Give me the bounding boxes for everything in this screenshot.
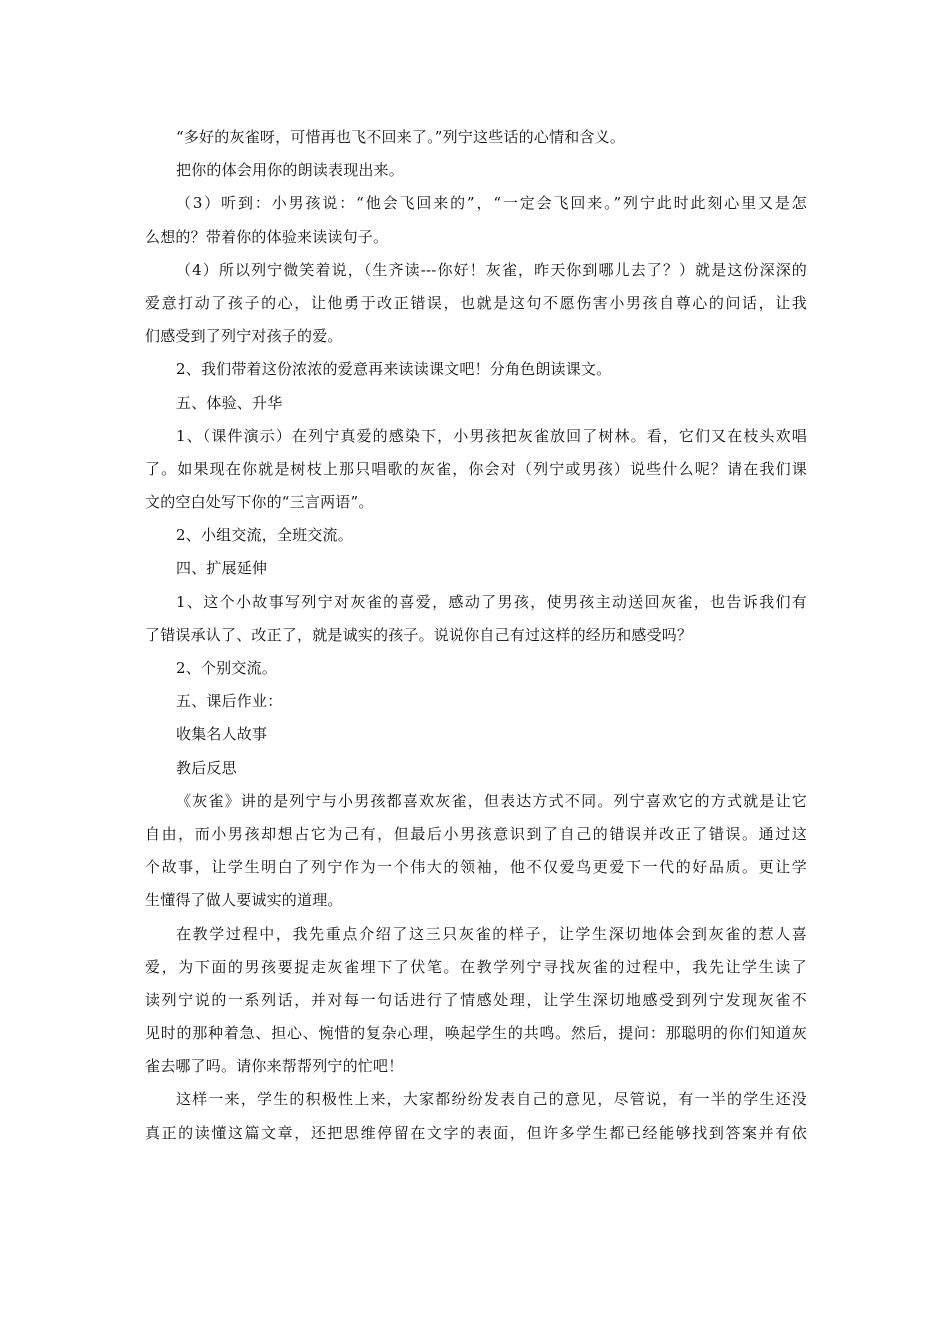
text-line: 么想的？带着你的体验来读读句子。 bbox=[145, 227, 389, 246]
text-line: 读列宁说的一系列话，并对每一句话进行了情感处理，让学生深切地感受到列宁发现灰雀不 bbox=[145, 990, 807, 1009]
document-page bbox=[145, 121, 807, 1150]
text-line: 1、这个小故事写列宁对灰雀的喜爱，感动了男孩，使男孩主动送回灰雀，也告诉我们有 bbox=[176, 592, 807, 611]
text-line: 这样一来，学生的积极性上来，大家都纷纷发表自己的意见，尽管说，有一半的学生还没 bbox=[176, 1090, 807, 1109]
text-line: （4）所以列宁微笑着说，（生齐读---你好！灰雀，昨天你到哪儿去了？）就是这份深深的 bbox=[176, 260, 807, 279]
text-line: 生懂得了做人要诚实的道理。 bbox=[145, 891, 343, 910]
text-line: 收集名人故事 bbox=[176, 725, 268, 744]
text-line: 把你的体会用你的朗读表现出来。 bbox=[176, 161, 405, 180]
text-line: 四、扩展延伸 bbox=[176, 559, 268, 578]
text-line: 五、体验、升华 bbox=[176, 393, 283, 412]
text-line: 了错误承认了、改正了，就是诚实的孩子。说说你自己有过这样的经历和感受吗？ bbox=[145, 625, 693, 644]
text-line: 真正的读懂这篇文章，还把思维停留在文字的表面，但许多学生都已经能够找到答案并有依 bbox=[145, 1123, 807, 1142]
text-line: 2、我们带着这份浓浓的爱意再来读读课文吧！分角色朗读课文。 bbox=[176, 360, 612, 379]
text-line: （3）听到：小男孩说：“他会飞回来的”，“一定会飞回来。”列宁此时此刻心里又是怎 bbox=[176, 194, 807, 213]
text-line: 爱意打动了孩子的心，让他勇于改正错误，也就是这句不愿伤害小男孩自尊心的问话，让我 bbox=[145, 293, 807, 312]
text-line: 2、个别交流。 bbox=[176, 659, 277, 677]
text-line: 在教学过程中，我先重点介绍了这三只灰雀的样子，让学生深切地体会到灰雀的惹人喜 bbox=[176, 924, 807, 943]
text-line: 见时的那种着急、担心、惋惜的复杂心理，唤起学生的共鸣。然后，提问：那聪明的你们知道灰 bbox=[145, 1024, 807, 1043]
text-line: 了。如果现在你就是树枝上那只唱歌的灰雀，你会对（列宁或男孩）说些什么呢？请在我们课 bbox=[145, 459, 807, 478]
text-line: 1、（课件演示）在列宁真爱的感染下，小男孩把灰雀放回了树林。看，它们又在枝头欢唱 bbox=[176, 426, 807, 445]
text-line: 《灰雀》讲的是列宁与小男孩都喜欢灰雀，但表达方式不同。列宁喜欢它的方式就是让它 bbox=[176, 791, 807, 810]
text-line: 五、课后作业： bbox=[176, 692, 283, 711]
text-line: 爱，为下面的男孩要捉走灰雀埋下了伏笔。在教学列宁寻找灰雀的过程中，我先让学生读了 bbox=[145, 957, 807, 976]
text-line: 雀去哪了吗。请你来帮帮列宁的忙吧！ bbox=[145, 1057, 404, 1076]
text-line: 个故事，让学生明白了列宁作为一个伟大的领袖，他不仅爱鸟更爱下一代的好品质。更让学 bbox=[145, 858, 807, 877]
text-line: “多好的灰雀呀，可惜再也飞不回来了。”列宁这些话的心情和含义。 bbox=[176, 128, 626, 146]
text-line: 2、小组交流，全班交流。 bbox=[176, 526, 353, 545]
text-line: 教后反思 bbox=[176, 758, 237, 777]
text-line: 自由，而小男孩却想占它为己有，但最后小男孩意识到了自己的错误并改正了错误。通过这 bbox=[145, 824, 807, 843]
text-line: 们感受到了列宁对孩子的爱。 bbox=[145, 327, 343, 346]
text-line: 文的空白处写下你的“三言两语”。 bbox=[145, 493, 374, 512]
